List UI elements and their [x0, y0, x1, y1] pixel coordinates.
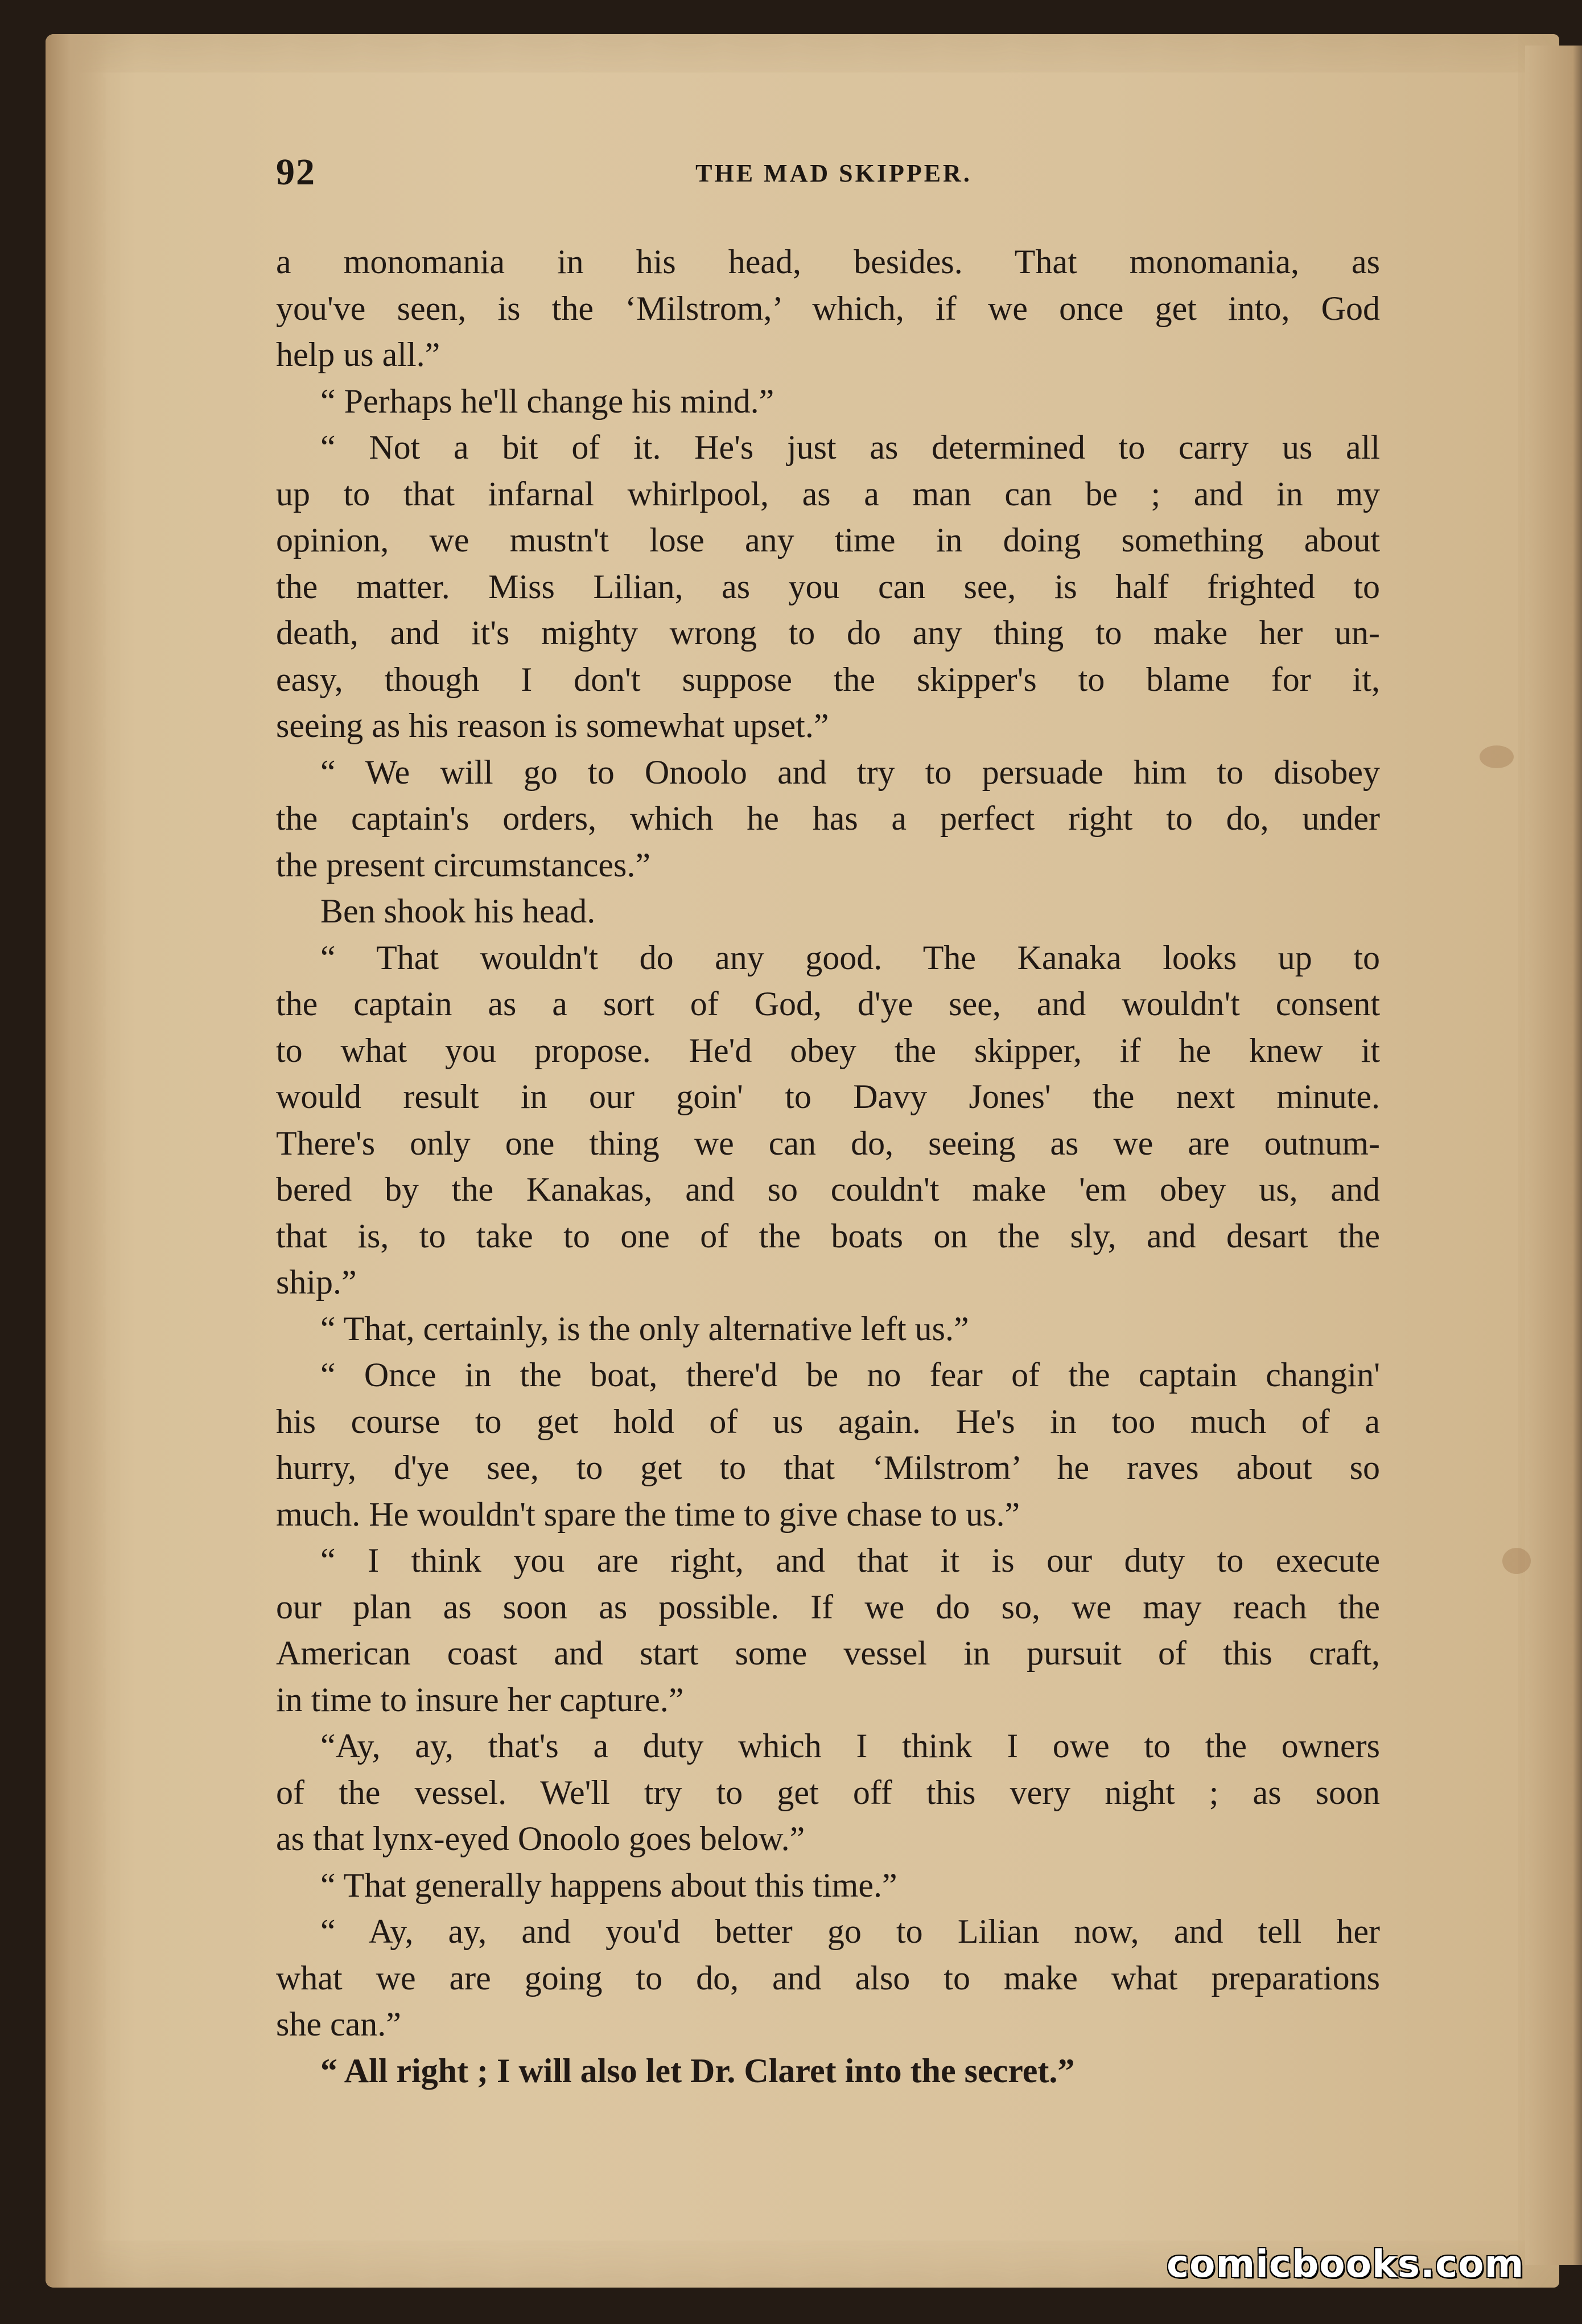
- text-line: “ Perhaps he'll change his mind.”: [320, 382, 774, 420]
- page-number: 92: [276, 151, 316, 193]
- text-line: seeing as his reason is somewhat upset.”: [276, 707, 829, 744]
- text-line: “ That generally happens about this time.”: [320, 1866, 897, 1904]
- text-line: death, and it's mighty wrong to do any thing to make her un-: [276, 614, 1380, 652]
- text-line: “ That, certainly, is the only alternative left us.”: [320, 1309, 969, 1348]
- text-line: that is, to take to one of the boats on the sly, and desart the: [276, 1217, 1380, 1255]
- site-watermark: comicbooks.com: [1167, 2242, 1525, 2286]
- text-line: “ We will go to Onoolo and try to persuade him to disobey: [320, 753, 1380, 791]
- text-line: hurry, d'ye see, to get to that ‘Milstrom’ he raves about so: [276, 1449, 1380, 1486]
- paper-stain: [1480, 745, 1514, 768]
- text-line: of the vessel. We'll try to get off this very night ; as soon: [276, 1773, 1380, 1811]
- text-line: a monomania in his head, besides. That monomania, as: [276, 243, 1380, 281]
- text-line: bered by the Kanakas, and so couldn't make 'em obey us, and: [276, 1171, 1380, 1208]
- text-line: help us all.”: [276, 336, 440, 373]
- text-line: the present circumstances.”: [276, 846, 651, 884]
- text-line: There's only one thing we can do, seeing as we are outnum-: [276, 1124, 1380, 1162]
- text-line: to what you propose. He'd obey the skipper, if he knew it: [276, 1031, 1380, 1069]
- text-line: what we are going to do, and also to make what preparations: [276, 1959, 1380, 1997]
- text-line: would result in our goin' to Davy Jones' the next minute.: [276, 1078, 1380, 1115]
- text-line: “Ay, ay, that's a duty which I think I owe to the owners: [320, 1727, 1380, 1765]
- text-line: “ Not a bit of it. He's just as determined to carry us all: [320, 428, 1380, 466]
- text-line: you've seen, is the ‘Milstrom,’ which, if we once get into, God: [276, 289, 1380, 327]
- text-line: “ I think you are right, and that it is our duty to execute: [320, 1542, 1380, 1579]
- text-line: easy, though I don't suppose the skipper's to blame for it,: [276, 660, 1380, 698]
- text-line: “ All right ; I will also let Dr. Claret into the secret.”: [320, 2051, 1075, 2090]
- text-line: American coast and start some vessel in pursuit of this craft,: [276, 1634, 1380, 1672]
- text-line: the matter. Miss Lilian, as you can see, is half frighted to: [276, 567, 1380, 605]
- body-text: [276, 239, 1380, 2094]
- text-line: his course to get hold of us again. He's in too much of a: [276, 1402, 1380, 1440]
- text-line: ship.”: [276, 1263, 357, 1301]
- text-line: in time to insure her capture.”: [276, 1680, 684, 1719]
- page-fore-edge: [1525, 46, 1582, 2265]
- text-line: opinion, we mustn't lose any time in doing something about: [276, 521, 1380, 559]
- text-line: the captain's orders, which he has a perfect right to do, under: [276, 800, 1380, 837]
- text-line: “ That wouldn't do any good. The Kanaka looks up to: [320, 938, 1380, 976]
- text-line: Ben shook his head.: [320, 892, 596, 930]
- text-line: “ Ay, ay, and you'd better go to Lilian now, and tell her: [320, 1913, 1380, 1950]
- text-line: our plan as soon as possible. If we do so, we may reach the: [276, 1588, 1380, 1626]
- page-binding-shadow: [46, 34, 108, 2288]
- text-line: “ Once in the boat, there'd be no fear of the captain changin': [320, 1356, 1380, 1394]
- page-header: [276, 151, 1391, 196]
- paper-stain: [1502, 1548, 1531, 1574]
- text-line: as that lynx-eyed Onoolo goes below.”: [276, 1820, 805, 1857]
- running-head: THE MAD SKIPPER.: [695, 159, 972, 187]
- text-line: the captain as a sort of God, d'ye see, and wouldn't consent: [276, 985, 1380, 1023]
- text-line: much. He wouldn't spare the time to give chase to us.”: [276, 1495, 1020, 1533]
- text-line: up to that infarnal whirlpool, as a man can be ; and in my: [276, 475, 1380, 513]
- text-line: she can.”: [276, 2005, 401, 2043]
